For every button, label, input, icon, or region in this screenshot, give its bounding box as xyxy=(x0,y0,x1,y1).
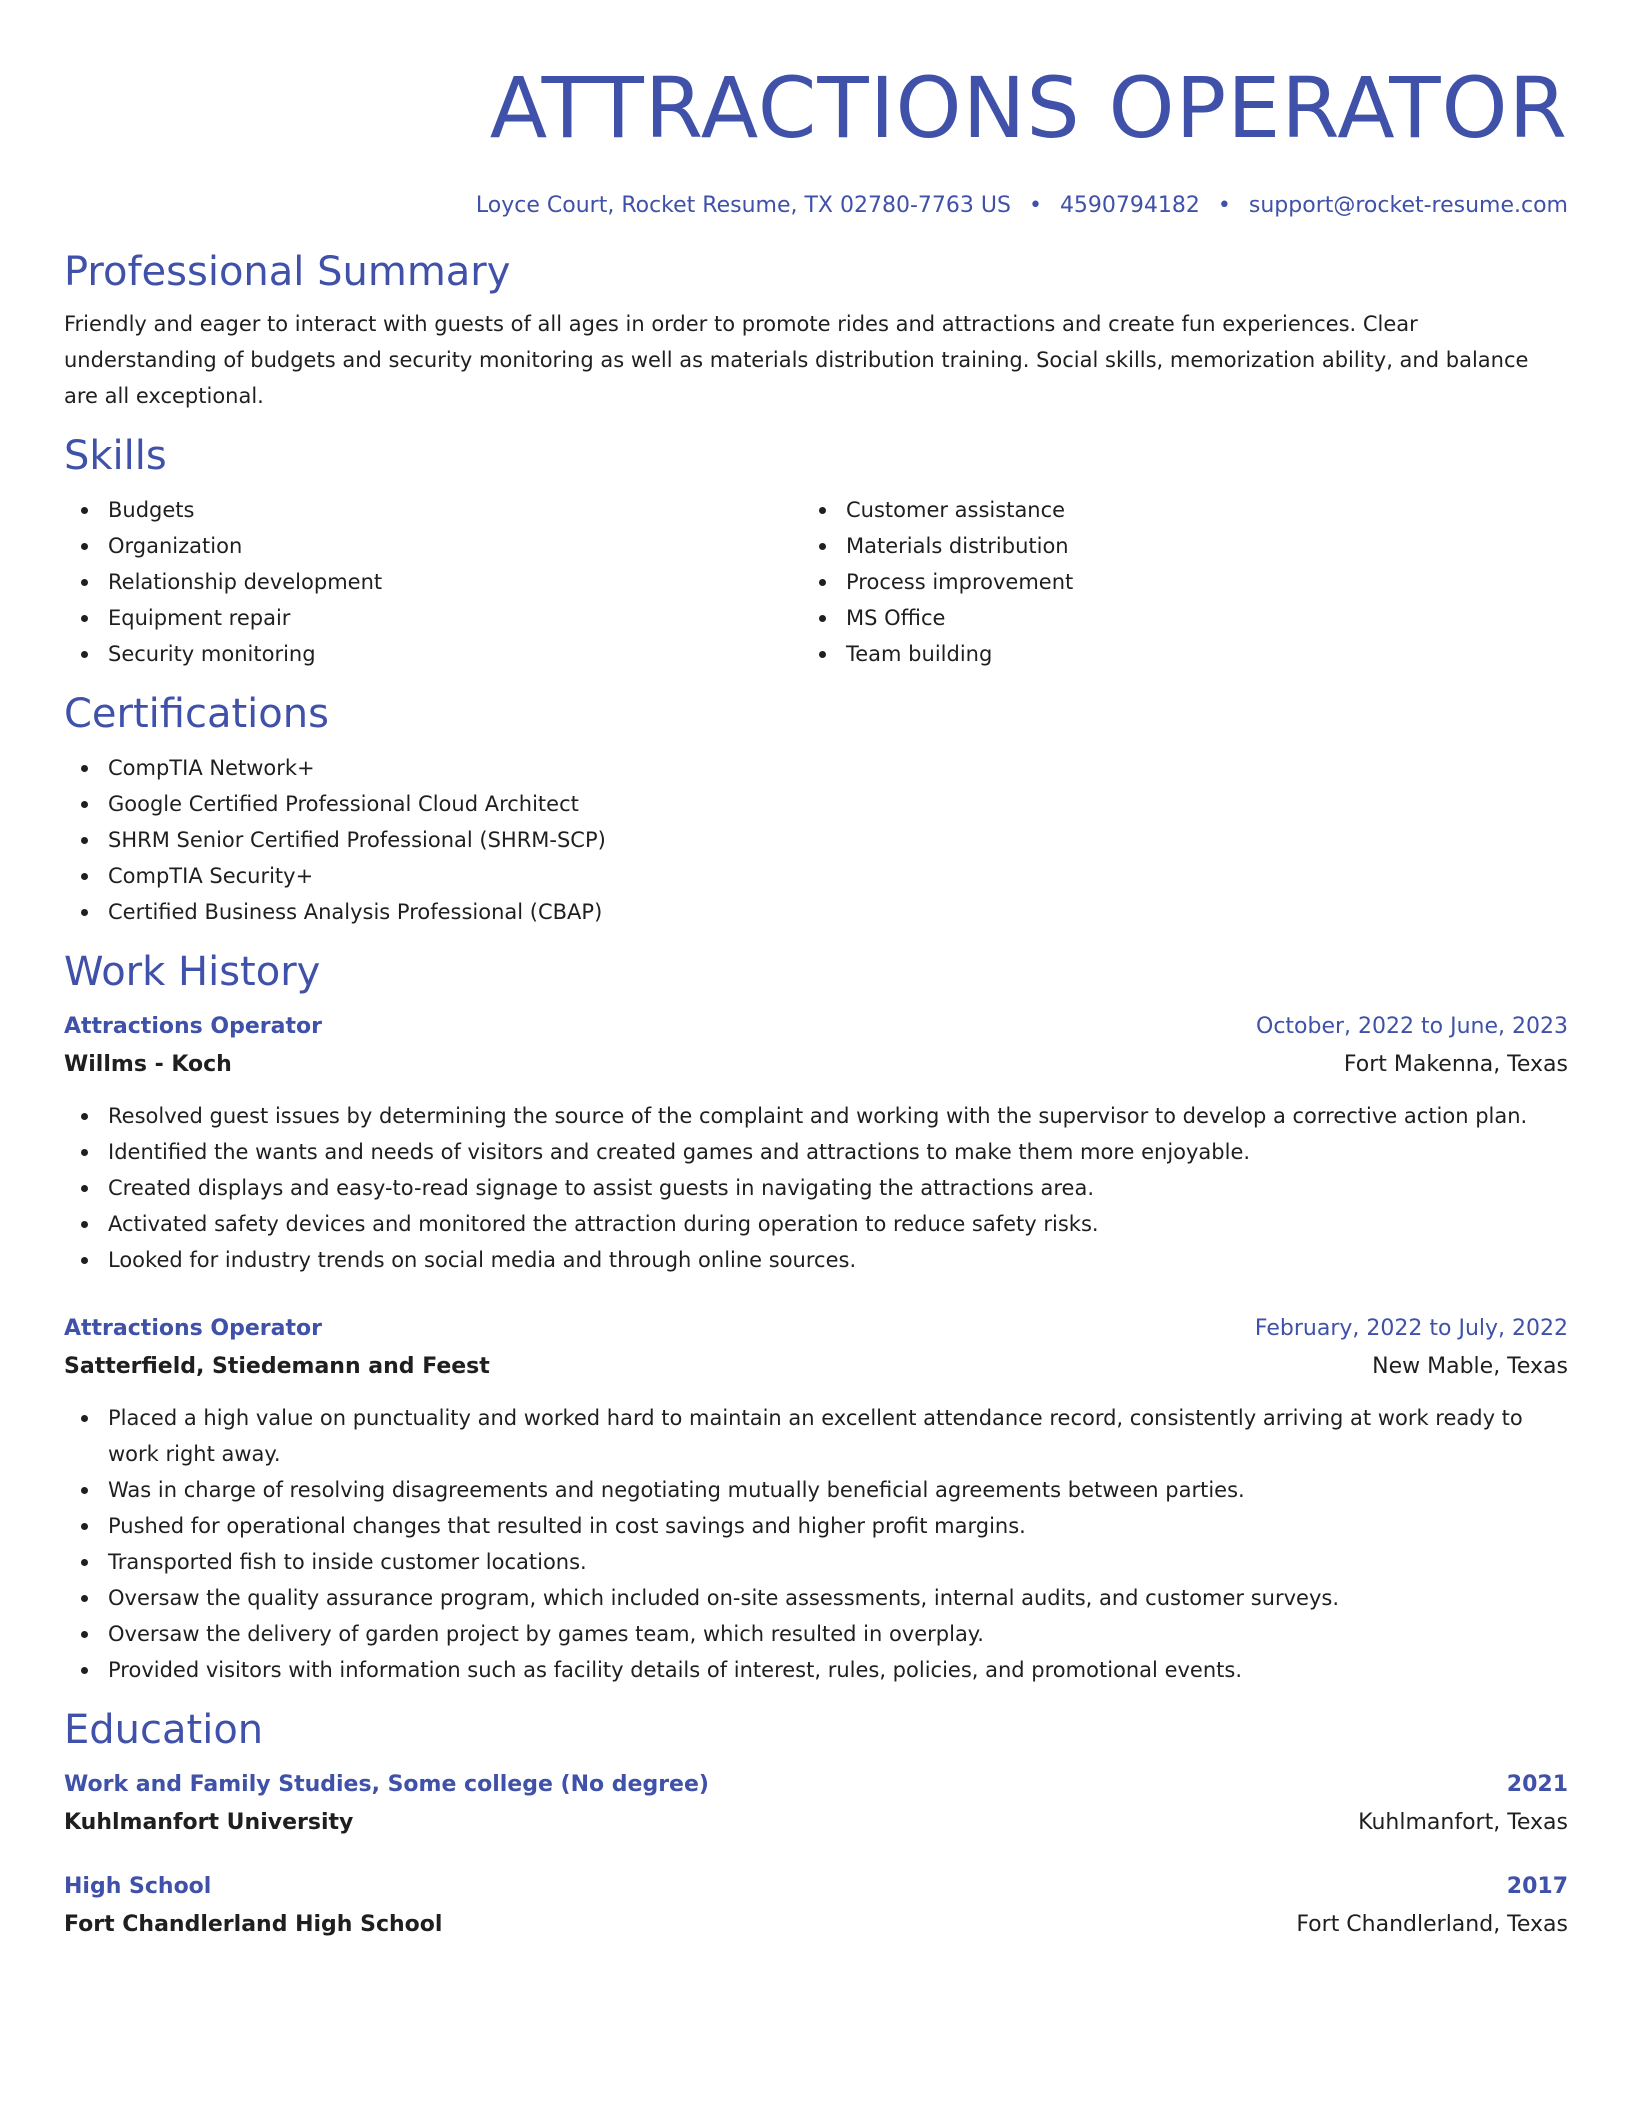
skill-item: Organization xyxy=(108,528,802,564)
job-title: Attractions Operator xyxy=(64,1014,322,1039)
resume-header xyxy=(64,56,1568,222)
job-company-row xyxy=(64,1046,1568,1084)
education-header-row xyxy=(64,1766,1568,1804)
job-bullet: Resolved guest issues by determining the source of the complaint and working with the supervisor to develop a corrective action plan. xyxy=(108,1098,1568,1134)
education-year: 2021 xyxy=(1506,1772,1568,1797)
education-school: Fort Chandlerland High School xyxy=(64,1912,443,1937)
skill-item: Equipment repair xyxy=(108,600,802,636)
job-company-row xyxy=(64,1348,1568,1386)
certification-item: Certified Business Analysis Professional (CBAP) xyxy=(108,894,1568,930)
summary-text: Friendly and eager to interact with guests of all ages in order to promote rides and attractions and create fun experiences. Clear understanding of budgets and security monitoring as well as materials distribution training. Social skills, memorization ability, and balance are all exceptional. xyxy=(64,312,1529,408)
certifications-list xyxy=(64,750,1568,930)
section-title-skills: Skills xyxy=(64,433,167,479)
education-entry xyxy=(64,1868,1568,1944)
job-bullet: Oversaw the delivery of garden project by games team, which resulted in overplay. xyxy=(108,1616,1568,1652)
skill-item: Budgets xyxy=(108,492,802,528)
job-entry xyxy=(64,1310,1568,1688)
summary-section xyxy=(64,246,1568,414)
education-location: Kuhlmanfort, Texas xyxy=(1358,1810,1568,1835)
education-school: Kuhlmanfort University xyxy=(64,1810,354,1835)
work-history-section xyxy=(64,946,1568,1688)
job-bullet: Pushed for operational changes that resulted in cost savings and higher profit margins. xyxy=(108,1508,1568,1544)
job-title: Attractions Operator xyxy=(64,1316,322,1341)
education-school-row xyxy=(64,1804,1568,1842)
education-degree: High School xyxy=(64,1874,212,1899)
skill-item: Team building xyxy=(846,636,1540,672)
job-bullet: Was in charge of resolving disagreements and negotiating mutually beneficial agreements between parties. xyxy=(108,1472,1568,1508)
education-location: Fort Chandlerland, Texas xyxy=(1296,1912,1568,1937)
certification-item: Google Certified Professional Cloud Architect xyxy=(108,786,1568,822)
skill-item: Materials distribution xyxy=(846,528,1540,564)
job-bullets xyxy=(64,1098,1568,1278)
job-bullet: Looked for industry trends on social media and through online sources. xyxy=(108,1242,1568,1278)
job-bullet: Provided visitors with information such as facility details of interest, rules, policies, and promotional events. xyxy=(108,1652,1568,1688)
certification-item: CompTIA Network+ xyxy=(108,750,1568,786)
contact-address: Loyce Court, Rocket Resume, TX 02780-7763 US xyxy=(475,193,1011,218)
job-header-row xyxy=(64,1008,1568,1046)
job-company: Willms - Koch xyxy=(64,1052,232,1077)
section-title-education: Education xyxy=(64,1707,264,1753)
education-header-row xyxy=(64,1868,1568,1906)
section-title-certifications: Certifications xyxy=(64,691,329,737)
resume-name: ATTRACTIONS OPERATOR xyxy=(489,59,1568,157)
job-company: Satterfield, Stiedemann and Feest xyxy=(64,1354,490,1379)
job-dates: February, 2022 to July, 2022 xyxy=(1254,1316,1568,1341)
job-bullet: Activated safety devices and monitored the attraction during operation to reduce safety risks. xyxy=(108,1206,1568,1242)
contact-email: support@rocket-resume.com xyxy=(1248,193,1568,218)
contact-separator: • xyxy=(1217,193,1231,218)
education-school-row xyxy=(64,1906,1568,1944)
certification-item: CompTIA Security+ xyxy=(108,858,1568,894)
skills-section xyxy=(64,430,1568,672)
certifications-section xyxy=(64,688,1568,930)
job-location: Fort Makenna, Texas xyxy=(1343,1052,1568,1077)
certification-item: SHRM Senior Certified Professional (SHRM-SCP) xyxy=(108,822,1568,858)
contact-separator: • xyxy=(1028,193,1042,218)
skill-item: Relationship development xyxy=(108,564,802,600)
education-year: 2017 xyxy=(1506,1874,1568,1899)
skill-item: Process improvement xyxy=(846,564,1540,600)
skill-item: Security monitoring xyxy=(108,636,802,672)
job-bullet: Oversaw the quality assurance program, which included on-site assessments, internal audits, and customer surveys. xyxy=(108,1580,1568,1616)
skill-item: MS Office xyxy=(846,600,1540,636)
skills-list-right xyxy=(802,492,1540,672)
job-bullets xyxy=(64,1400,1568,1688)
contact-line xyxy=(64,190,1568,222)
skills-list-left xyxy=(64,492,802,672)
job-bullet: Transported fish to inside customer locations. xyxy=(108,1544,1568,1580)
education-section xyxy=(64,1704,1568,1944)
job-dates: October, 2022 to June, 2023 xyxy=(1256,1014,1568,1039)
skills-grid xyxy=(64,482,1568,672)
education-degree: Work and Family Studies, Some college (No degree) xyxy=(64,1772,709,1797)
skill-item: Customer assistance xyxy=(846,492,1540,528)
job-bullet: Identified the wants and needs of visitors and created games and attractions to make them more enjoyable. xyxy=(108,1134,1568,1170)
job-entry xyxy=(64,1008,1568,1278)
job-location: New Mable, Texas xyxy=(1372,1354,1568,1379)
job-bullet: Placed a high value on punctuality and worked hard to maintain an excellent attendance record, consistently arriving at work ready to work right away. xyxy=(108,1400,1568,1472)
section-title-work-history: Work History xyxy=(64,949,321,995)
job-header-row xyxy=(64,1310,1568,1348)
education-entry xyxy=(64,1766,1568,1842)
section-title-summary: Professional Summary xyxy=(64,249,511,295)
contact-phone: 4590794182 xyxy=(1059,193,1200,218)
job-bullet: Created displays and easy-to-read signage to assist guests in navigating the attractions area. xyxy=(108,1170,1568,1206)
